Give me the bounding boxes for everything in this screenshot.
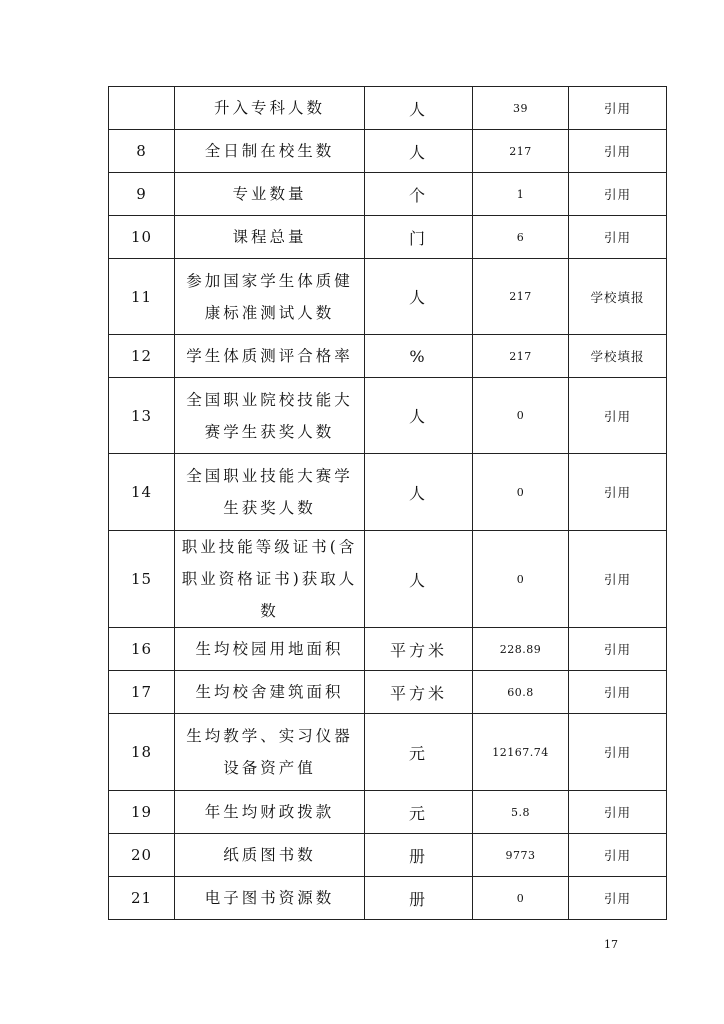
table-row bbox=[109, 378, 667, 454]
table-row bbox=[109, 877, 667, 920]
indicator-unit: 册 bbox=[365, 877, 473, 920]
indicator-unit: % bbox=[365, 335, 473, 378]
row-number: 17 bbox=[109, 671, 175, 714]
indicator-value: 5.8 bbox=[473, 791, 569, 834]
indicator-name: 全日制在校生数 bbox=[175, 130, 365, 173]
indicator-source: 学校填报 bbox=[569, 259, 667, 335]
table-row bbox=[109, 130, 667, 173]
indicator-source: 引用 bbox=[569, 378, 667, 454]
table-row bbox=[109, 531, 667, 628]
indicator-unit: 人 bbox=[365, 259, 473, 335]
indicator-unit: 人 bbox=[365, 87, 473, 130]
indicator-name: 职业技能等级证书(含职业资格证书)获取人数 bbox=[175, 531, 365, 628]
indicator-value: 217 bbox=[473, 335, 569, 378]
indicator-unit: 个 bbox=[365, 173, 473, 216]
indicator-source: 引用 bbox=[569, 877, 667, 920]
indicator-source: 引用 bbox=[569, 671, 667, 714]
indicator-unit: 人 bbox=[365, 378, 473, 454]
indicator-unit: 册 bbox=[365, 834, 473, 877]
indicator-source: 引用 bbox=[569, 173, 667, 216]
row-number: 18 bbox=[109, 714, 175, 791]
row-number: 20 bbox=[109, 834, 175, 877]
indicator-name: 参加国家学生体质健康标准测试人数 bbox=[175, 259, 365, 335]
page-number: 17 bbox=[604, 938, 618, 951]
indicator-name: 年生均财政拨款 bbox=[175, 791, 365, 834]
table-row bbox=[109, 259, 667, 335]
indicator-value: 39 bbox=[473, 87, 569, 130]
indicator-unit: 人 bbox=[365, 130, 473, 173]
row-number: 9 bbox=[109, 173, 175, 216]
row-number bbox=[109, 87, 175, 130]
table-row bbox=[109, 671, 667, 714]
row-number: 10 bbox=[109, 216, 175, 259]
indicator-source: 引用 bbox=[569, 628, 667, 671]
table-row bbox=[109, 791, 667, 834]
indicator-value: 1 bbox=[473, 173, 569, 216]
indicator-source: 引用 bbox=[569, 87, 667, 130]
row-number: 8 bbox=[109, 130, 175, 173]
table-row bbox=[109, 628, 667, 671]
indicator-source: 引用 bbox=[569, 714, 667, 791]
indicator-unit: 元 bbox=[365, 714, 473, 791]
row-number: 14 bbox=[109, 454, 175, 531]
indicator-value: 0 bbox=[473, 378, 569, 454]
indicator-name: 课程总量 bbox=[175, 216, 365, 259]
indicator-unit: 元 bbox=[365, 791, 473, 834]
indicator-value: 12167.74 bbox=[473, 714, 569, 791]
indicator-value: 0 bbox=[473, 877, 569, 920]
indicator-name: 全国职业技能大赛学生获奖人数 bbox=[175, 454, 365, 531]
indicator-source: 引用 bbox=[569, 454, 667, 531]
indicator-source: 学校填报 bbox=[569, 335, 667, 378]
row-number: 21 bbox=[109, 877, 175, 920]
row-number: 13 bbox=[109, 378, 175, 454]
indicator-value: 217 bbox=[473, 130, 569, 173]
indicator-unit: 人 bbox=[365, 531, 473, 628]
table-row bbox=[109, 87, 667, 130]
indicator-value: 0 bbox=[473, 454, 569, 531]
indicator-name: 纸质图书数 bbox=[175, 834, 365, 877]
indicator-name: 生均校舍建筑面积 bbox=[175, 671, 365, 714]
indicator-unit: 平方米 bbox=[365, 628, 473, 671]
indicator-name: 学生体质测评合格率 bbox=[175, 335, 365, 378]
indicator-value: 0 bbox=[473, 531, 569, 628]
table-row bbox=[109, 834, 667, 877]
indicator-value: 60.8 bbox=[473, 671, 569, 714]
indicator-value: 9773 bbox=[473, 834, 569, 877]
indicator-unit: 门 bbox=[365, 216, 473, 259]
row-number: 16 bbox=[109, 628, 175, 671]
indicator-value: 217 bbox=[473, 259, 569, 335]
indicator-source: 引用 bbox=[569, 130, 667, 173]
indicator-unit: 人 bbox=[365, 454, 473, 531]
row-number: 12 bbox=[109, 335, 175, 378]
row-number: 19 bbox=[109, 791, 175, 834]
indicator-name: 全国职业院校技能大赛学生获奖人数 bbox=[175, 378, 365, 454]
indicator-table bbox=[108, 86, 667, 920]
table-row bbox=[109, 714, 667, 791]
row-number: 11 bbox=[109, 259, 175, 335]
indicator-unit: 平方米 bbox=[365, 671, 473, 714]
indicator-source: 引用 bbox=[569, 834, 667, 877]
indicator-source: 引用 bbox=[569, 216, 667, 259]
indicator-name: 生均校园用地面积 bbox=[175, 628, 365, 671]
row-number: 15 bbox=[109, 531, 175, 628]
indicator-value: 6 bbox=[473, 216, 569, 259]
indicator-name: 生均教学、实习仪器设备资产值 bbox=[175, 714, 365, 791]
indicator-name: 专业数量 bbox=[175, 173, 365, 216]
table-row bbox=[109, 335, 667, 378]
indicator-source: 引用 bbox=[569, 531, 667, 628]
table-row bbox=[109, 173, 667, 216]
indicator-name: 升入专科人数 bbox=[175, 87, 365, 130]
indicator-value: 228.89 bbox=[473, 628, 569, 671]
table-row bbox=[109, 216, 667, 259]
table-row bbox=[109, 454, 667, 531]
indicator-name: 电子图书资源数 bbox=[175, 877, 365, 920]
indicator-source: 引用 bbox=[569, 791, 667, 834]
